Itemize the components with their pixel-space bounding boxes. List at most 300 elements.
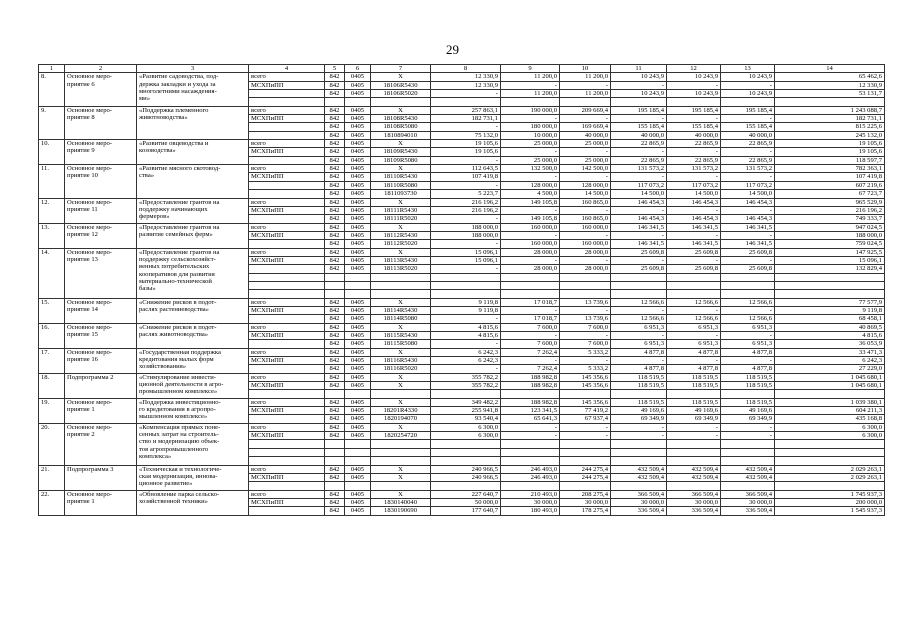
cell-value: 216 196,2 xyxy=(431,198,501,206)
executor xyxy=(249,156,325,164)
cell-value: 15 096,1 xyxy=(431,256,501,264)
row-number: 13. xyxy=(39,223,65,248)
cell-value: - xyxy=(501,306,560,314)
cell-value: 1 039 380,1 xyxy=(775,398,885,406)
cell-value: 4 877,8 xyxy=(611,365,667,373)
cell-value: 842 xyxy=(325,332,345,340)
cell-value: 1810894010 xyxy=(371,131,431,139)
row-number: 12. xyxy=(39,198,65,223)
cell-value: 10 243,9 xyxy=(667,73,721,81)
cell-value: 146 341,5 xyxy=(721,240,775,248)
cell-value: 10 000,0 xyxy=(501,131,560,139)
cell-value: - xyxy=(560,81,611,89)
cell-value: 6 951,3 xyxy=(667,340,721,348)
cell-value: - xyxy=(611,357,667,365)
cell-value: X xyxy=(371,398,431,406)
cell-value: - xyxy=(667,173,721,181)
cell-value: 0405 xyxy=(345,181,371,189)
cell-value: 69 349,9 xyxy=(611,415,667,423)
cell-value: 132 829,4 xyxy=(775,265,885,273)
cell-value: 188 000,0 xyxy=(431,223,501,231)
cell-value: 0405 xyxy=(345,190,371,198)
cell-value: 25 609,8 xyxy=(667,248,721,256)
cell-value: 22 865,9 xyxy=(721,156,775,164)
cell-value: 366 509,4 xyxy=(667,490,721,498)
cell-value: 246 493,0 xyxy=(501,473,560,481)
cell-value: 118 519,5 xyxy=(721,398,775,406)
cell-value xyxy=(611,390,667,398)
budget-table xyxy=(38,64,885,516)
cell-value: 188 982,8 xyxy=(501,373,560,381)
cell-value: 0405 xyxy=(345,465,371,473)
cell-value xyxy=(560,98,611,106)
row-number: 9. xyxy=(39,106,65,139)
cell-value: 355 782,2 xyxy=(431,373,501,381)
cell-value: - xyxy=(611,206,667,214)
cell-value: - xyxy=(721,306,775,314)
cell-value: 607 219,6 xyxy=(775,181,885,189)
cell-value: 18108R5430 xyxy=(371,115,431,123)
cell-value: 244 275,4 xyxy=(560,473,611,481)
cell-value: 30 000,0 xyxy=(611,498,667,506)
cell-value: 33 471,3 xyxy=(775,348,885,356)
cell-value: 118 597,7 xyxy=(775,156,885,164)
cell-value: 50 000,0 xyxy=(431,498,501,506)
cell-value: - xyxy=(667,256,721,264)
cell-value: 18110R5430 xyxy=(371,173,431,181)
cell-value xyxy=(325,390,345,398)
cell-value: - xyxy=(667,357,721,365)
cell-value: 0405 xyxy=(345,240,371,248)
row-number: 15. xyxy=(39,298,65,323)
cell-value: 815 225,6 xyxy=(775,123,885,131)
cell-value xyxy=(501,290,560,298)
column-number: 1 xyxy=(39,65,65,73)
cell-value: 842 xyxy=(325,165,345,173)
cell-value: - xyxy=(667,148,721,156)
cell-value xyxy=(560,440,611,448)
cell-value: - xyxy=(431,265,501,273)
cell-value xyxy=(325,457,345,465)
cell-value xyxy=(667,390,721,398)
cell-value xyxy=(325,290,345,298)
cell-value: 118 519,5 xyxy=(721,382,775,390)
cell-value: X xyxy=(371,198,431,206)
cell-value: 0405 xyxy=(345,140,371,148)
executor xyxy=(249,281,325,289)
column-number: 5 xyxy=(325,65,345,73)
table-row xyxy=(39,465,885,473)
cell-value: 12 566,6 xyxy=(611,315,667,323)
executor: всего xyxy=(249,298,325,306)
cell-value: 10 243,9 xyxy=(667,90,721,98)
cell-value: - xyxy=(501,423,560,431)
cell-value: 10 243,9 xyxy=(611,90,667,98)
cell-value: 146 341,5 xyxy=(611,223,667,231)
cell-value: 0405 xyxy=(345,248,371,256)
table-row xyxy=(39,248,885,256)
cell-value: 7 600,0 xyxy=(560,323,611,331)
executor xyxy=(249,215,325,223)
cell-value: 131 573,2 xyxy=(721,165,775,173)
cell-value: 160 865,0 xyxy=(560,198,611,206)
cell-value: 0405 xyxy=(345,382,371,390)
cell-value: - xyxy=(501,256,560,264)
measure-name: «Поддержка племенного животноводства» xyxy=(137,106,249,139)
executor xyxy=(249,507,325,515)
cell-value: 40 869,5 xyxy=(775,323,885,331)
cell-value: 5 333,2 xyxy=(560,365,611,373)
cell-value: 0405 xyxy=(345,165,371,173)
cell-value: 842 xyxy=(325,215,345,223)
measure-name: «Снижение рисков в подот- раслях растениеводства» xyxy=(137,298,249,323)
cell-value: 842 xyxy=(325,398,345,406)
cell-value xyxy=(345,290,371,298)
cell-value xyxy=(345,390,371,398)
cell-value xyxy=(667,448,721,456)
cell-value: 6 951,3 xyxy=(721,340,775,348)
cell-value xyxy=(775,482,885,490)
cell-value: 435 168,8 xyxy=(775,415,885,423)
cell-value xyxy=(560,390,611,398)
cell-value: - xyxy=(667,423,721,431)
cell-value xyxy=(721,457,775,465)
cell-value: - xyxy=(560,306,611,314)
measure-name: «Развитие мясного скотовод- ства» xyxy=(137,165,249,198)
cell-value: 18113R5020 xyxy=(371,265,431,273)
cell-value xyxy=(775,98,885,106)
cell-value: 188 000,0 xyxy=(775,231,885,239)
cell-value: 28 000,0 xyxy=(560,248,611,256)
cell-value: 25 609,8 xyxy=(721,248,775,256)
cell-value xyxy=(611,440,667,448)
cell-value: 842 xyxy=(325,123,345,131)
cell-value: X xyxy=(371,423,431,431)
cell-value: 842 xyxy=(325,490,345,498)
cell-value: 188 982,8 xyxy=(501,398,560,406)
cell-value xyxy=(371,482,431,490)
cell-value: X xyxy=(371,165,431,173)
cell-value: 22 865,9 xyxy=(611,156,667,164)
cell-value: 12 566,6 xyxy=(721,315,775,323)
cell-value xyxy=(667,440,721,448)
executor: МСХПиПП xyxy=(249,256,325,264)
cell-value: 842 xyxy=(325,298,345,306)
cell-value: 842 xyxy=(325,81,345,89)
cell-value: 69 349,9 xyxy=(667,415,721,423)
cell-value: 18112R5430 xyxy=(371,231,431,239)
cell-value: 6 951,3 xyxy=(611,323,667,331)
cell-value: - xyxy=(431,90,501,98)
cell-value: - xyxy=(611,173,667,181)
cell-value: - xyxy=(611,423,667,431)
cell-value: - xyxy=(667,432,721,440)
cell-value: - xyxy=(431,340,501,348)
cell-value xyxy=(560,273,611,281)
cell-value: 0405 xyxy=(345,423,371,431)
cell-value: 0405 xyxy=(345,407,371,415)
cell-value: 155 185,4 xyxy=(611,123,667,131)
cell-value xyxy=(501,440,560,448)
cell-value: 18115R5430 xyxy=(371,332,431,340)
cell-value: 14 500,0 xyxy=(667,190,721,198)
row-number: 19. xyxy=(39,398,65,423)
cell-value xyxy=(775,273,885,281)
cell-value: 336 509,4 xyxy=(667,507,721,515)
cell-value: 18106R5020 xyxy=(371,90,431,98)
cell-value: 25 000,0 xyxy=(501,140,560,148)
executor xyxy=(249,340,325,348)
measure-type: Основное меро- приятие 16 xyxy=(65,348,137,373)
table-row xyxy=(39,106,885,114)
cell-value: 7 600,0 xyxy=(501,323,560,331)
cell-value: - xyxy=(721,332,775,340)
cell-value: 12 566,6 xyxy=(667,315,721,323)
row-number: 11. xyxy=(39,165,65,198)
cell-value: - xyxy=(501,357,560,365)
cell-value: 12 330,9 xyxy=(431,73,501,81)
cell-value: 25 000,0 xyxy=(560,140,611,148)
cell-value: 118 519,5 xyxy=(611,373,667,381)
cell-value: 4 877,8 xyxy=(667,365,721,373)
measure-name: «Компенсация прямых поне- сенных затрат на строитель- ство и модернизацию объек- тов агропромышленного комплекса» xyxy=(137,423,249,465)
cell-value xyxy=(721,290,775,298)
cell-value: 118 519,5 xyxy=(667,373,721,381)
cell-value xyxy=(325,448,345,456)
cell-value: 0405 xyxy=(345,340,371,348)
measure-type: Основное меро- приятие 14 xyxy=(65,298,137,323)
cell-value: 25 000,0 xyxy=(560,156,611,164)
cell-value: 432 509,4 xyxy=(721,465,775,473)
cell-value: 842 xyxy=(325,465,345,473)
cell-value: 842 xyxy=(325,473,345,481)
cell-value: - xyxy=(560,231,611,239)
cell-value: - xyxy=(501,231,560,239)
cell-value: 0405 xyxy=(345,90,371,98)
cell-value: X xyxy=(371,140,431,148)
cell-value: 842 xyxy=(325,498,345,506)
measure-name: «Снижение рисков в подот- раслях животноводства» xyxy=(137,323,249,348)
cell-value: 188 000,0 xyxy=(431,231,501,239)
cell-value: 842 xyxy=(325,115,345,123)
executor: всего xyxy=(249,423,325,431)
cell-value: 22 865,9 xyxy=(667,140,721,148)
cell-value: 131 573,2 xyxy=(611,165,667,173)
row-number: 22. xyxy=(39,490,65,515)
column-number: 11 xyxy=(611,65,667,73)
executor xyxy=(249,273,325,281)
executor: всего xyxy=(249,248,325,256)
cell-value xyxy=(775,281,885,289)
cell-value: 146 341,5 xyxy=(611,240,667,248)
cell-value: 255 941,8 xyxy=(431,407,501,415)
executor: МСХПиПП xyxy=(249,206,325,214)
cell-value: 169 669,4 xyxy=(560,123,611,131)
cell-value: 12 566,6 xyxy=(721,298,775,306)
executor xyxy=(249,190,325,198)
executor xyxy=(249,290,325,298)
cell-value: 93 540,4 xyxy=(431,415,501,423)
cell-value xyxy=(560,482,611,490)
cell-value: 6 242,3 xyxy=(431,357,501,365)
cell-value: 49 169,6 xyxy=(721,407,775,415)
cell-value: 842 xyxy=(325,348,345,356)
cell-value: 842 xyxy=(325,407,345,415)
cell-value: 842 xyxy=(325,190,345,198)
cell-value: 0405 xyxy=(345,357,371,365)
cell-value: 19 105,6 xyxy=(775,140,885,148)
cell-value xyxy=(431,281,501,289)
cell-value: 18109R5080 xyxy=(371,156,431,164)
cell-value: 22 865,9 xyxy=(611,140,667,148)
cell-value: 15 096,1 xyxy=(775,256,885,264)
cell-value: 4 815,6 xyxy=(431,323,501,331)
cell-value: 28 000,0 xyxy=(501,248,560,256)
cell-value xyxy=(775,390,885,398)
cell-value: - xyxy=(560,148,611,156)
cell-value: 118 519,5 xyxy=(721,373,775,381)
cell-value: 10 243,9 xyxy=(721,90,775,98)
table-row xyxy=(39,490,885,498)
cell-value: - xyxy=(431,156,501,164)
cell-value: 216 196,2 xyxy=(431,206,501,214)
cell-value xyxy=(325,281,345,289)
cell-value xyxy=(775,448,885,456)
measure-type: Подпрограмма 3 xyxy=(65,465,137,490)
cell-value xyxy=(560,457,611,465)
cell-value: - xyxy=(721,357,775,365)
cell-value: - xyxy=(560,206,611,214)
cell-value: 18110R5080 xyxy=(371,181,431,189)
cell-value xyxy=(667,273,721,281)
table-row xyxy=(39,73,885,81)
cell-value xyxy=(325,98,345,106)
cell-value: 19 105,6 xyxy=(431,148,501,156)
cell-value xyxy=(371,98,431,106)
cell-value: 182 731,1 xyxy=(431,115,501,123)
cell-value: 749 333,7 xyxy=(775,215,885,223)
cell-value xyxy=(611,448,667,456)
cell-value: 69 349,9 xyxy=(721,415,775,423)
cell-value: 30 000,0 xyxy=(560,498,611,506)
cell-value: 146 341,5 xyxy=(667,223,721,231)
cell-value: 0405 xyxy=(345,123,371,131)
executor xyxy=(249,365,325,373)
cell-value: 366 509,4 xyxy=(721,490,775,498)
cell-value: 28 000,0 xyxy=(560,265,611,273)
cell-value: 0405 xyxy=(345,507,371,515)
column-number: 9 xyxy=(501,65,560,73)
cell-value: 842 xyxy=(325,131,345,139)
cell-value: - xyxy=(611,432,667,440)
cell-value xyxy=(371,440,431,448)
measure-type: Основное меро- приятие 1 xyxy=(65,398,137,423)
cell-value: 6 300,0 xyxy=(775,432,885,440)
cell-value: 0405 xyxy=(345,490,371,498)
cell-value xyxy=(501,448,560,456)
cell-value xyxy=(371,273,431,281)
cell-value: 842 xyxy=(325,173,345,181)
column-number-row xyxy=(39,65,885,73)
cell-value: - xyxy=(611,231,667,239)
cell-value xyxy=(325,440,345,448)
executor xyxy=(249,315,325,323)
cell-value: 22 865,9 xyxy=(721,140,775,148)
cell-value: 65 641,3 xyxy=(501,415,560,423)
executor xyxy=(249,440,325,448)
cell-value: 195 185,4 xyxy=(721,106,775,114)
cell-value: - xyxy=(611,256,667,264)
cell-value: - xyxy=(560,173,611,181)
cell-value: 49 169,6 xyxy=(667,407,721,415)
executor: всего xyxy=(249,140,325,148)
executor: МСХПиПП xyxy=(249,115,325,123)
executor: МСХПиПП xyxy=(249,306,325,314)
table-row xyxy=(39,223,885,231)
cell-value xyxy=(371,457,431,465)
cell-value: 118 519,5 xyxy=(667,398,721,406)
cell-value: 5 223,7 xyxy=(431,190,501,198)
executor xyxy=(249,415,325,423)
cell-value: 17 018,7 xyxy=(501,315,560,323)
cell-value: X xyxy=(371,248,431,256)
cell-value: 355 782,2 xyxy=(431,382,501,390)
cell-value: 0405 xyxy=(345,115,371,123)
table-row xyxy=(39,348,885,356)
cell-value: 842 xyxy=(325,231,345,239)
cell-value xyxy=(345,281,371,289)
executor: МСХПиПП xyxy=(249,382,325,390)
cell-value: X xyxy=(371,373,431,381)
cell-value: 947 024,5 xyxy=(775,223,885,231)
executor: МСХПиПП xyxy=(249,407,325,415)
cell-value: 146 454,3 xyxy=(721,215,775,223)
executor: всего xyxy=(249,323,325,331)
table-row xyxy=(39,423,885,431)
cell-value: - xyxy=(667,81,721,89)
cell-value xyxy=(611,273,667,281)
cell-value xyxy=(667,457,721,465)
cell-value: 0405 xyxy=(345,498,371,506)
cell-value: 842 xyxy=(325,140,345,148)
cell-value: - xyxy=(431,215,501,223)
cell-value: 145 356,6 xyxy=(560,373,611,381)
cell-value xyxy=(501,273,560,281)
cell-value: 4 877,8 xyxy=(667,348,721,356)
cell-value: 842 xyxy=(325,373,345,381)
cell-value xyxy=(501,390,560,398)
cell-value: 17 018,7 xyxy=(501,298,560,306)
cell-value: 0405 xyxy=(345,432,371,440)
cell-value: 25 609,8 xyxy=(721,265,775,273)
cell-value: - xyxy=(431,240,501,248)
cell-value: X xyxy=(371,473,431,481)
executor xyxy=(249,131,325,139)
cell-value: 4 877,8 xyxy=(611,348,667,356)
cell-value: 432 509,4 xyxy=(611,473,667,481)
cell-value: 4 877,8 xyxy=(721,348,775,356)
cell-value: 188 982,8 xyxy=(501,382,560,390)
cell-value: 842 xyxy=(325,432,345,440)
cell-value: - xyxy=(431,315,501,323)
cell-value: 1 545 937,3 xyxy=(775,507,885,515)
cell-value xyxy=(345,457,371,465)
cell-value: 432 509,4 xyxy=(667,473,721,481)
cell-value: 842 xyxy=(325,223,345,231)
row-number: 16. xyxy=(39,323,65,348)
executor: всего xyxy=(249,373,325,381)
cell-value: 0405 xyxy=(345,81,371,89)
